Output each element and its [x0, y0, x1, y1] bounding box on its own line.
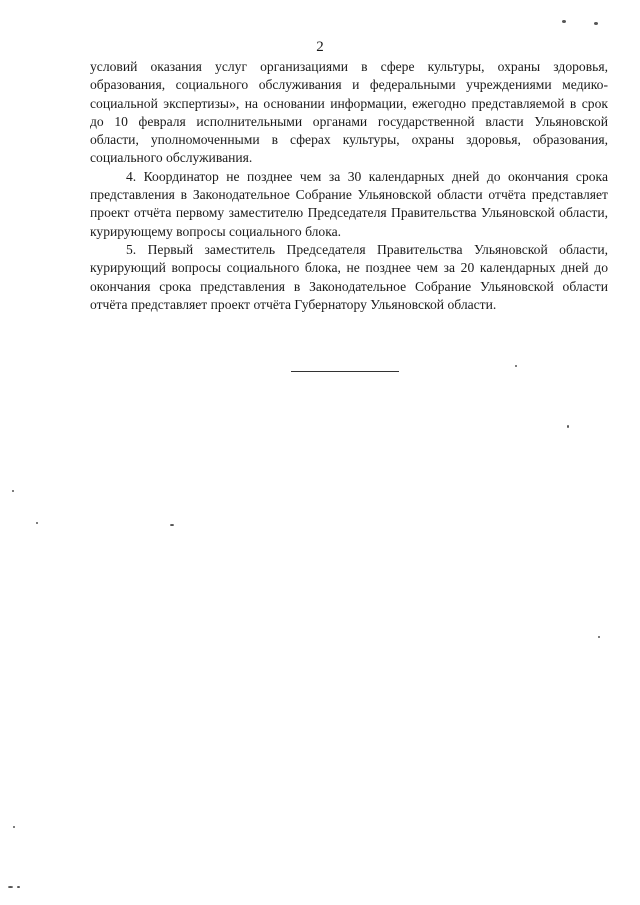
scan-speck [170, 524, 174, 526]
paragraph-item-5: 5. Первый заместитель Председателя Правительства Ульяновской области, курирующий вопросы социального блока, не позднее чем за 20 календарных дней до окончания срока представления в Законодательное Собрание Ульяновской области отчёта представляет проект отчёта Губернатору Ульяновской области. [90, 241, 608, 312]
scan-speck [515, 365, 517, 367]
scan-speck [17, 886, 20, 888]
scan-speck [567, 425, 569, 428]
scan-speck [13, 826, 15, 828]
page-number: 2 [316, 39, 324, 55]
scan-speck [562, 20, 566, 23]
scan-speck [594, 22, 598, 25]
scan-speck [598, 636, 600, 638]
paragraph-item-4: 4. Координатор не позднее чем за 30 календарных дней до окончания срока представления в Законодательное Собрание Ульяновской области отчёта представляет проект отчёта первому заместителю Председателя Правительства Ульяновской области, курирующему вопросы социального блока. [90, 168, 608, 239]
document-body [90, 58, 608, 314]
scan-speck [12, 490, 14, 492]
end-of-text-rule [291, 371, 399, 372]
scan-speck [36, 522, 38, 524]
paragraph-continuation: условий оказания услуг организациями в сфере культуры, охраны здоровья, образования, социального обслуживания и федеральными учреждениями медико-социальной экспертизы», на основании информации, ежегодно представляемой в срок до 10 февраля исполнительными органами государственной власти Ульяновской области, уполномоченными в сферах культуры, охраны здоровья, образования, социального обслуживания. [90, 59, 608, 166]
scan-speck [8, 886, 13, 888]
